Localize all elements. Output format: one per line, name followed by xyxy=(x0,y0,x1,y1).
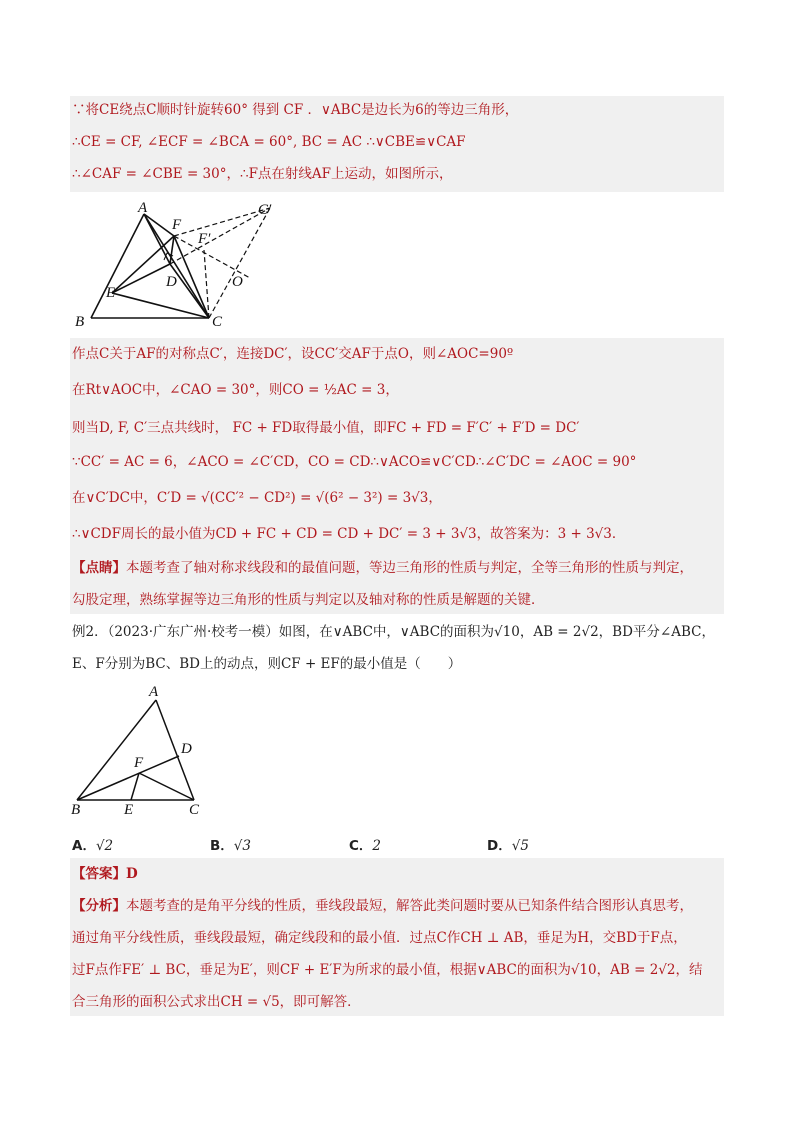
solution-line-7: ∵CC′ = AC = 6，∠ACO = ∠C′CD，CO = CD∴∨ACO≌∨C′CD∴∠C′DC = ∠AOC = 90° xyxy=(72,454,637,470)
fig2-label-F: F xyxy=(134,755,144,771)
option-c-letter: C． xyxy=(349,838,373,854)
analysis-line-4: 合三角形的面积公式求出CH = √5，即可解答． xyxy=(72,994,361,1010)
analysis-text-1: 本题考查的是角平分线的性质，垂线段最短，解答此类问题时要从已知条件结合图形认真思考， xyxy=(126,898,693,914)
fig1-label-O: O xyxy=(232,274,243,290)
analysis-line-3: 过F点作FE′ ⊥ BC，垂足为E′，则CF + E′F为所求的最小值，根据∨ABC的面积为√10，AB = 2√2，结 xyxy=(72,962,703,978)
fig2-label-A: A xyxy=(149,684,159,700)
analysis-line-1 xyxy=(72,896,693,916)
figure-1-geometry xyxy=(72,198,276,328)
fig1-label-B: B xyxy=(75,314,85,328)
fig2-label-C: C xyxy=(189,802,200,818)
fig2-label-E: E xyxy=(124,802,134,818)
option-a-value: √2 xyxy=(95,838,114,854)
answer-tag: 【答案】 xyxy=(72,866,126,882)
solution-line-9: ∴∨CDF周长的最小值为CD + FC + CD = CD + DC′ = 3 + 3√3，故答案为：3 + 3√3． xyxy=(72,526,626,542)
fig2-label-D: D xyxy=(181,741,192,757)
analysis-line-2: 通过角平分线性质，垂线段最短，确定线段和的最小值．过点C作CH ⊥ AB，垂足为H，交BD于F点， xyxy=(72,930,687,946)
option-a[interactable] xyxy=(72,834,113,854)
fig1-label-A: A xyxy=(138,200,148,216)
fig1-label-F: F xyxy=(172,217,182,233)
option-b-value: √3 xyxy=(233,838,251,854)
fig1-label-D: D xyxy=(166,274,177,290)
point-line-1 xyxy=(72,558,693,578)
option-b[interactable] xyxy=(210,834,251,854)
analysis-tag: 【分析】 xyxy=(72,898,126,914)
point-text: 本题考查了轴对称求线段和的最值问题，等边三角形的性质与判定，全等三角形的性质与判定， xyxy=(126,560,693,576)
option-c-value: 2 xyxy=(372,838,382,854)
option-c[interactable] xyxy=(349,834,381,854)
solution-line-2: ∴CE = CF, ∠ECF = ∠BCA = 60°, BC = AC ∴∨CBE≌∨CAF xyxy=(72,134,466,150)
solution-line-8: 在∨C′DC中，C′D = √(CC′² − CD²) = √(6² − 3²) = 3√3， xyxy=(72,490,442,506)
option-d-letter: D． xyxy=(487,838,512,854)
solution-line-4: 作点C关于AF的对称点C′，连接DC′，设CC′交AF于点O，则∠AOC=90º xyxy=(72,346,514,362)
fig1-label-C-prime: C′ xyxy=(258,202,272,218)
answer-line xyxy=(72,864,138,884)
example2-line-1: 例2．（2023·广东广州·校考一模）如图，在∨ABC中，∨ABC的面积为√10，AB = 2√2，BD平分∠ABC， xyxy=(72,624,715,640)
fig2-label-B: B xyxy=(71,802,81,818)
figure-2-geometry xyxy=(68,682,218,818)
solution-line-3: ∴∠CAF = ∠CBE = 30°，∴F点在射线AF上运动，如图所示， xyxy=(72,166,453,182)
solution-line-1: ∵将CE绕点C顺时针旋转60° 得到 CF ．∨ABC是边长为6的等边三角形， xyxy=(72,102,519,118)
example2-line-2: E、F分别为BC、BD上的动点，则CF + EF的最小值是（ ） xyxy=(72,656,462,672)
fig1-label-F-prime: F′ xyxy=(198,231,211,247)
solution-line-6: 则当D, F, C′三点共线时， FC + FD取得最小值，即FC + FD = F′C′ + F′D = DC′ xyxy=(72,420,580,436)
answer-value: D xyxy=(126,866,138,882)
fig1-label-C: C xyxy=(212,314,223,328)
point-tag: 【点睛】 xyxy=(72,560,126,576)
solution-line-5: 在Rt∨AOC中，∠CAO = 30°，则CO = ½AC = 3， xyxy=(72,382,399,398)
option-a-letter: A． xyxy=(72,838,96,854)
option-d[interactable] xyxy=(487,834,529,854)
point-line-2: 勾股定理，熟练掌握等边三角形的性质与判定以及轴对称的性质是解题的关键． xyxy=(72,592,545,608)
fig1-label-E: E xyxy=(106,285,116,301)
option-d-value: √5 xyxy=(511,838,529,854)
option-b-letter: B． xyxy=(210,838,234,854)
